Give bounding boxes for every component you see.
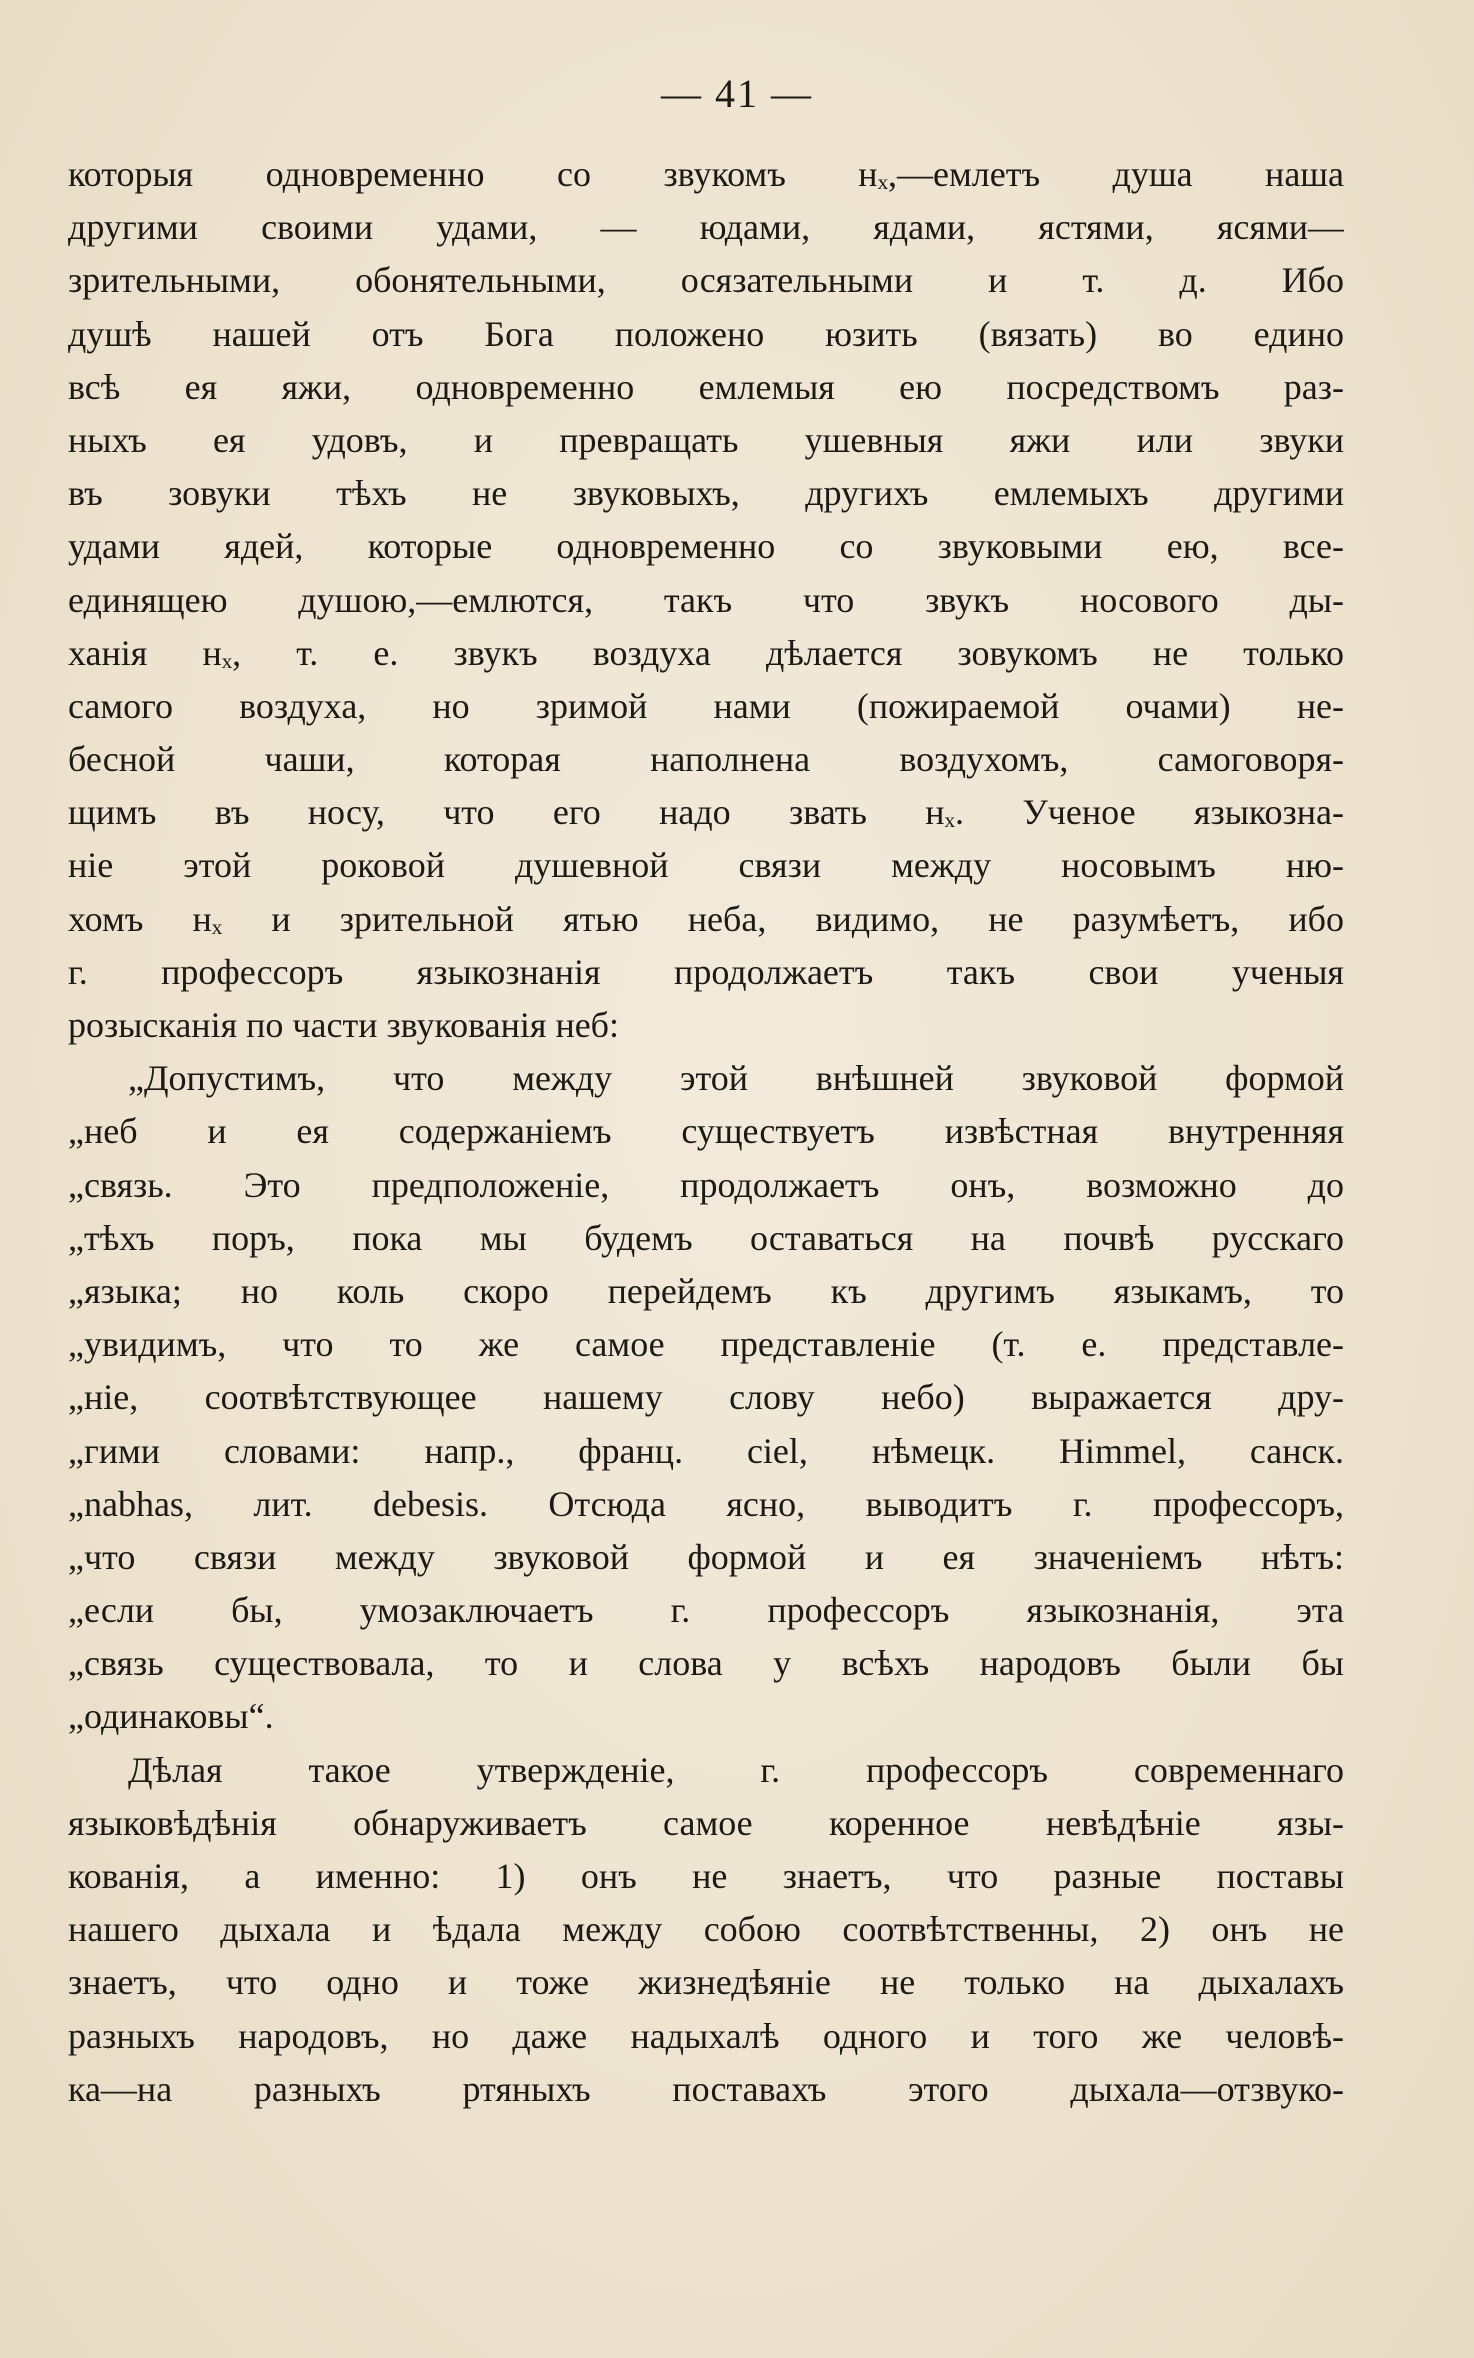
- text-line: „ніе, соотвѣтствующее нашему слову небо) выражается дру-: [68, 1377, 1344, 1418]
- text-line: удами ядей, которые одновременно со звуковыми ею, все-: [68, 526, 1344, 567]
- text-line: „связь существовала, то и слова у всѣхъ народовъ были бы: [68, 1643, 1344, 1684]
- text-line: „nabhas, лит. debesis. Отсюда ясно, выводитъ г. профессоръ,: [68, 1483, 1344, 1524]
- text-line: „Допустимъ, что между этой внѣшней звуковой формой: [128, 1058, 1344, 1099]
- text-line: всѣ ея яжи, одновременно емлемыя ею посредствомъ раз-: [68, 366, 1344, 407]
- text-line: зрительными, обонятельными, осязательными и т. д. Ибо: [68, 260, 1344, 301]
- text-line: ныхъ ея удовъ, и превращать ушевныя яжи или звуки: [68, 419, 1344, 460]
- text-line: бесной чаши, которая наполнена воздухомъ, самоговоря-: [68, 739, 1344, 780]
- text-line: душѣ нашей отъ Бога положено юзить (вязать) во едино: [68, 313, 1344, 354]
- text-line: языковѣдѣнія обнаруживаетъ самое коренное невѣдѣніе язы-: [68, 1802, 1344, 1843]
- text-line: щимъ въ носу, что его надо звать нₓ. Ученое языкозна-: [68, 792, 1344, 833]
- text-line: кованія, а именно: 1) онъ не знаетъ, что разные поставы: [68, 1856, 1344, 1896]
- text-line: г. профессоръ языкознанія продолжаетъ такъ свои ученыя: [68, 951, 1344, 992]
- text-line: которыя одновременно со звукомъ нₓ,—емлетъ душа наша: [68, 154, 1344, 194]
- text-line: „гими словами: напр., франц. ciel, нѣмецк. Himmel, санск.: [68, 1430, 1344, 1471]
- text-line: хомъ нₓ и зрительной ятью неба, видимо, не разумѣетъ, ибо: [68, 898, 1344, 939]
- page-number: — 41 —: [661, 71, 813, 116]
- text-line: „что связи между звуковой формой и ея значеніемъ нѣтъ:: [68, 1536, 1344, 1577]
- text-line: въ зовуки тѣхъ не звуковыхъ, другихъ емлемыхъ другими: [68, 473, 1344, 514]
- text-line: „языка; но коль скоро перейдемъ къ другимъ языкамъ, то: [68, 1270, 1344, 1311]
- text-line: „увидимъ, что то же самое представленіе (т. е. представле-: [68, 1324, 1344, 1365]
- text-line: ханія нₓ, т. е. звукъ воздуха дѣлается зовукомъ не только: [68, 632, 1344, 673]
- text-line: знаетъ, что одно и тоже жизнедѣяніе не только на дыхалахъ: [68, 1962, 1344, 2003]
- text-line: ніе этой роковой душевной связи между носовымъ ню-: [68, 845, 1344, 886]
- text-line: единящею душою,—емлются, такъ что звукъ носового ды-: [68, 579, 1344, 620]
- text-line: „одинаковы“.: [68, 1696, 274, 1737]
- text-line: нашего дыхала и ѣдала между собою соотвѣтственны, 2) онъ не: [68, 1909, 1344, 1950]
- text-line: другими своими удами, — юдами, ядами, ястями, ясями—: [68, 207, 1344, 248]
- text-line: „тѣхъ поръ, пока мы будемъ оставаться на почвѣ русскаго: [68, 1217, 1344, 1258]
- text-line: „неб и ея содержаніемъ существуетъ извѣстная внутренняя: [68, 1111, 1344, 1152]
- text-line: Дѣлая такое утвержденіе, г. профессоръ современнаго: [128, 1749, 1344, 1790]
- text-line: розысканія по части звукованія неб:: [68, 1005, 620, 1045]
- text-line: разныхъ народовъ, но даже надыхалѣ одного и того же человѣ-: [68, 2015, 1344, 2056]
- body-text: [68, 148, 1344, 2116]
- text-line: самого воздуха, но зримой нами (пожираемой очами) не-: [68, 685, 1344, 726]
- text-line: „если бы, умозаключаетъ г. профессоръ языкознанія, эта: [68, 1590, 1344, 1631]
- text-line: ка—на разныхъ ртяныхъ поставахъ этого дыхала—отзвуко-: [68, 2068, 1344, 2109]
- text-line: „связь. Это предположеніе, продолжаетъ онъ, возможно до: [68, 1164, 1344, 1205]
